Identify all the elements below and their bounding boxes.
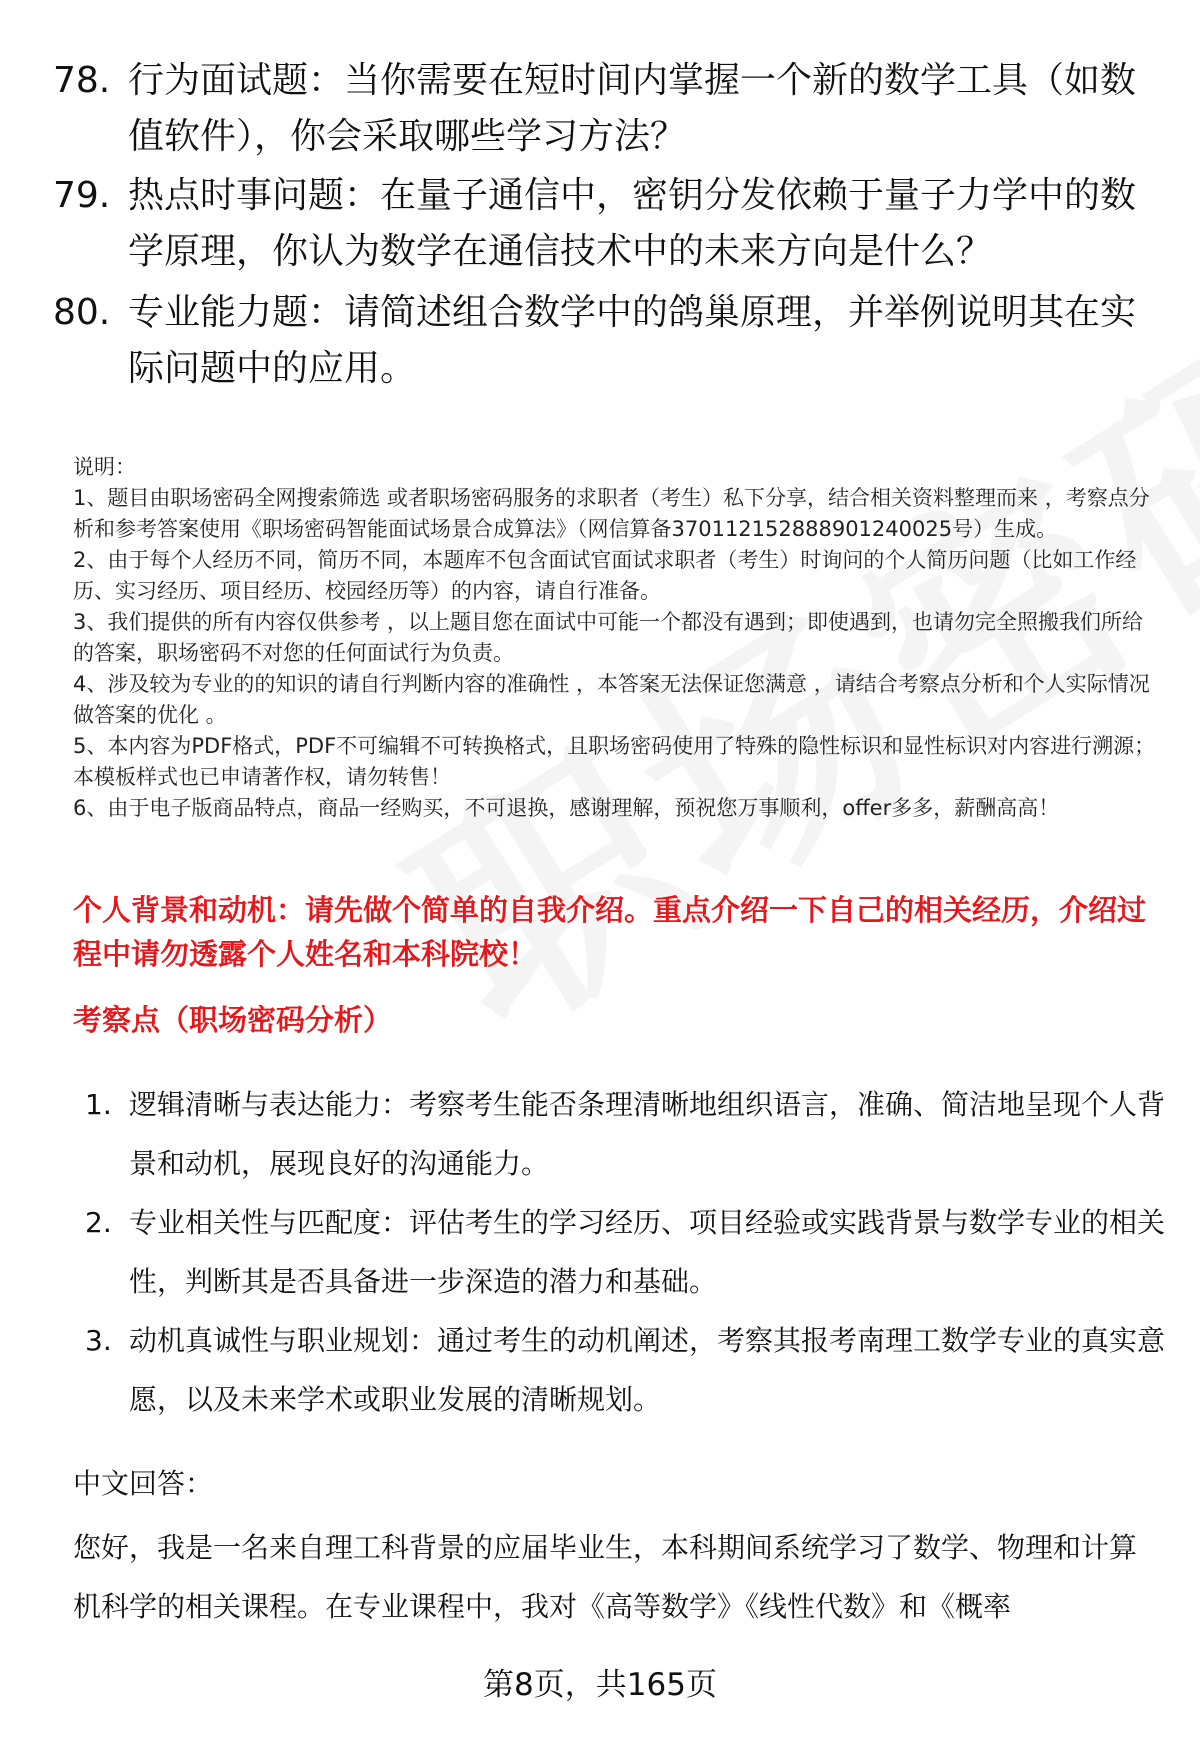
disclaimer-notes	[73, 452, 1163, 824]
page-footer: 第8页，共165页	[483, 1667, 717, 1703]
answer-label: 中文回答：	[73, 1467, 214, 1500]
list-item	[85, 1075, 1165, 1193]
question-text: 行为面试题：当你需要在短时间内掌握一个新的数学工具（如数值软件），你会采取哪些学习方法？	[128, 60, 1137, 157]
question-number: 80.	[53, 292, 111, 333]
note-item: 1、题目由职场密码全网搜索筛选 或者职场密码服务的求职者（考生）私下分享，结合相关资料整理而来 ，考察点分析和参考答案使用《职场密码智能面试场景合成算法》（网信算备370112152888901240025号）生成。	[73, 486, 1150, 541]
assessment-points-list	[85, 1075, 1165, 1429]
point-number: 3.	[85, 1324, 112, 1357]
list-item	[85, 1311, 1165, 1429]
question-text: 热点时事问题：在量子通信中，密钥分发依赖于量子力学中的数学原理，你认为数学在通信技术中的未来方向是什么？	[128, 175, 1137, 272]
note-item: 3、我们提供的所有内容仅供参考 ，以上题目您在面试中可能一个都没有遇到；即使遇到，也请勿完全照搬我们所给的答案，职场密码不对您的任何面试行为负责。	[73, 610, 1144, 665]
point-number: 1.	[85, 1088, 112, 1121]
note-item: 2、由于每个人经历不同，简历不同，本题库不包含面试官面试求职者（考生）时询问的个人简历问题（比如工作经历、实习经历、项目经历、校园经历等）的内容，请自行准备。	[73, 548, 1137, 603]
note-item: 4、涉及较为专业的的知识的请自行判断内容的准确性 ，本答案无法保证您满意 ，请结合考察点分析和个人实际情况做答案的优化 。	[73, 672, 1150, 727]
note-item: 5、本内容为PDF格式，PDF不可编辑不可转换格式，且职场密码使用了特殊的隐性标识和显性标识对内容进行溯源；本模板样式也已申请著作权，请勿转售！	[73, 734, 1156, 789]
interview-question-heading: 个人背景和动机：请先做个简单的自我介绍。重点介绍一下自己的相关经历，介绍过程中请勿透露个人姓名和本科院校！	[73, 893, 1147, 971]
point-number: 2.	[85, 1206, 112, 1239]
point-text: 专业相关性与匹配度：评估考生的学习经历、项目经验或实践背景与数学专业的相关性，判断其是否具备进一步深造的潜力和基础。	[129, 1206, 1166, 1298]
list-item	[85, 1193, 1165, 1311]
point-text: 动机真诚性与职业规划：通过考生的动机阐述，考察其报考南理工数学专业的真实意愿，以及未来学术或职业发展的清晰规划。	[129, 1324, 1166, 1416]
assessment-points-heading: 考察点（职场密码分析）	[73, 1003, 393, 1037]
note-item: 6、由于电子版商品特点，商品一经购买，不可退换，感谢理解，预祝您万事顺利，offer多多，薪酬高高！	[73, 796, 1060, 820]
answer-text: 您好，我是一名来自理工科背景的应届毕业生，本科期间系统学习了数学、物理和计算机科学的相关课程。在专业课程中，我对《高等数学》《线性代数》和《概率	[73, 1531, 1138, 1623]
question-number: 79.	[53, 175, 111, 216]
point-text: 逻辑清晰与表达能力：考察考生能否条理清晰地组织语言，准确、简洁地呈现个人背景和动机，展现良好的沟通能力。	[129, 1088, 1166, 1180]
question-number: 78.	[53, 60, 111, 101]
notes-title: 说明：	[73, 455, 136, 479]
question-text: 专业能力题：请简述组合数学中的鸽巢原理，并举例说明其在实际问题中的应用。	[128, 292, 1137, 389]
